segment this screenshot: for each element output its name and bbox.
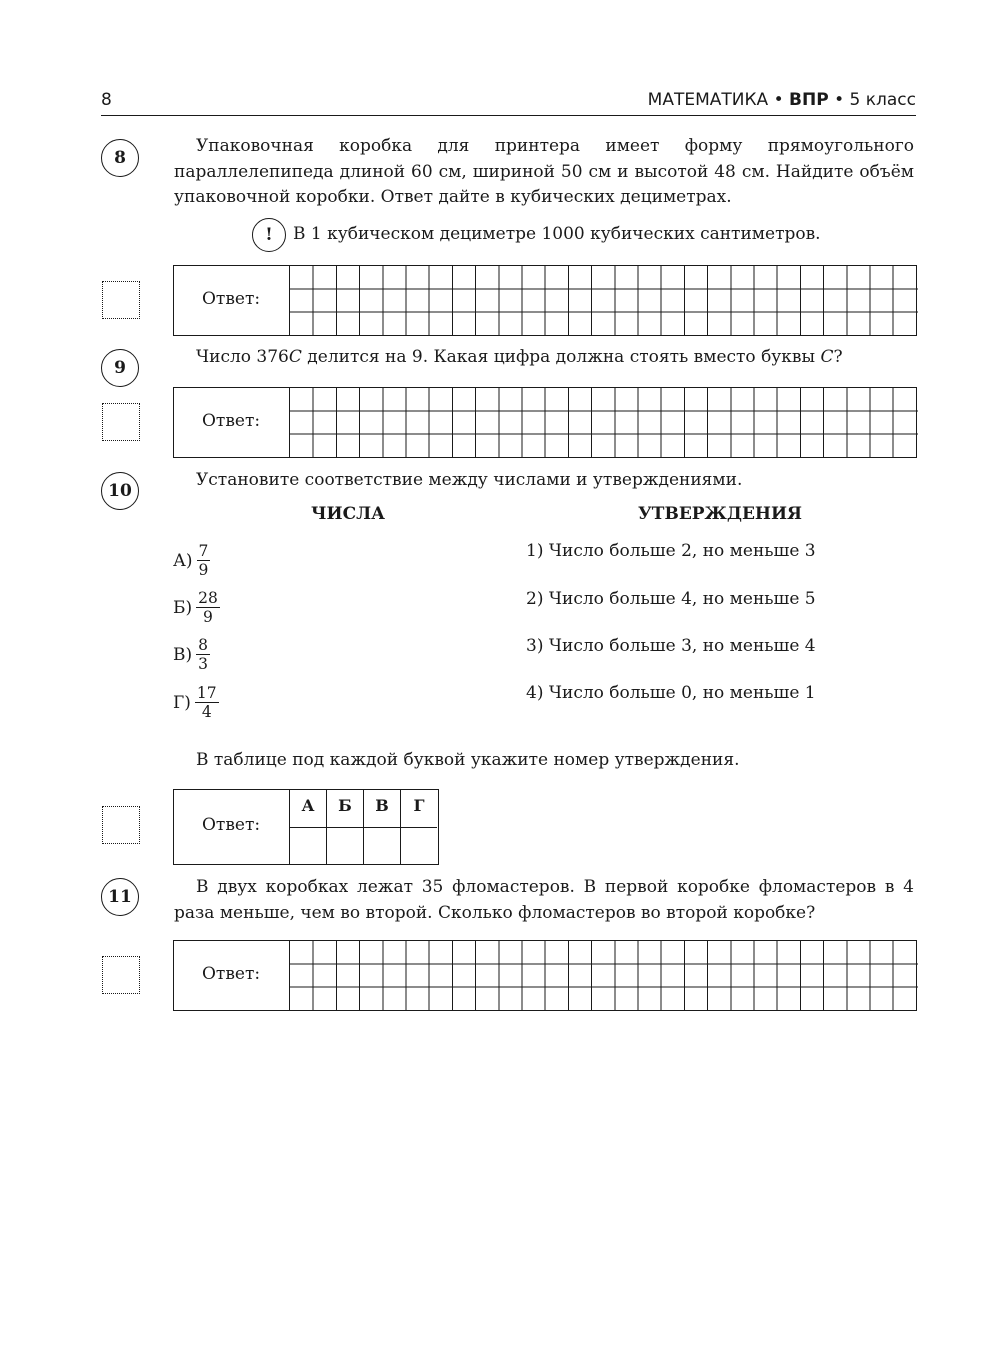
question-10-text bbox=[174, 468, 914, 494]
answer-table-10[interactable] bbox=[173, 789, 439, 865]
score-box-9 bbox=[102, 403, 140, 441]
numerator: 7 bbox=[198, 542, 209, 560]
header-exam: ВПР bbox=[789, 90, 829, 110]
question-number-9: 9 bbox=[101, 349, 139, 387]
numerator: 17 bbox=[196, 684, 217, 702]
statement-4: 4) Число больше 0, но меньше 1 bbox=[526, 683, 816, 703]
question-8-text bbox=[174, 134, 914, 211]
question-number-10: 10 bbox=[101, 472, 139, 510]
question-11-text bbox=[174, 875, 914, 926]
number-option-d bbox=[173, 684, 219, 721]
option-letter: Г) bbox=[173, 692, 191, 713]
denominator: 4 bbox=[201, 703, 212, 721]
denominator: 9 bbox=[203, 608, 213, 626]
q10-instruction: В таблице под каждой буквой укажите номер утверждения. bbox=[196, 750, 740, 770]
answer-cell-v[interactable] bbox=[363, 827, 400, 864]
number-option-a bbox=[173, 542, 210, 579]
question-number-8: 8 bbox=[101, 139, 139, 177]
answer-label: Ответ: bbox=[202, 964, 261, 984]
q11-text: В двух коробках лежат 35 фломастеров. В первой коробке фломастеров в 4 раза меньше, чем во второй. Сколько фломастеров во второй коробке? bbox=[174, 877, 914, 923]
score-box-8 bbox=[102, 281, 140, 319]
answer-grid-9[interactable] bbox=[289, 388, 918, 457]
table-letter-g: Г bbox=[400, 790, 437, 827]
answer-box-11[interactable] bbox=[173, 940, 917, 1011]
answer-grid-8[interactable] bbox=[289, 266, 918, 335]
answer-label: Ответ: bbox=[202, 411, 261, 431]
number-option-b bbox=[173, 589, 220, 626]
warning-icon: ! bbox=[252, 218, 286, 252]
statement-2: 2) Число больше 4, но меньше 5 bbox=[526, 589, 816, 609]
denominator: 3 bbox=[198, 655, 208, 673]
header-bullet-2: • bbox=[834, 90, 845, 110]
statement-1: 1) Число больше 2, но меньше 3 bbox=[526, 541, 816, 561]
answer-label: Ответ: bbox=[202, 289, 261, 309]
q10-text: Установите соответствие между числами и утверждениями. bbox=[196, 470, 743, 490]
q9-text-c: ? bbox=[833, 347, 843, 367]
q8-text: Упаковочная коробка для принтера имеет форму прямоугольного параллелепипеда длиной 60 см, шириной 50 см и высотой 48 см. Найдите объём упаковочной коробки. Ответ дайте в кубических дециметрах. bbox=[174, 136, 914, 207]
score-box-11 bbox=[102, 956, 140, 994]
header-rule bbox=[101, 115, 916, 116]
table-letter-b: Б bbox=[326, 790, 363, 827]
answer-box-9[interactable] bbox=[173, 387, 917, 458]
header-grade: 5 класс bbox=[849, 90, 916, 110]
option-letter: Б) bbox=[173, 597, 193, 618]
answer-label: Ответ: bbox=[202, 815, 261, 835]
q9-var-2: C bbox=[820, 347, 834, 367]
q9-var: C bbox=[288, 347, 302, 367]
running-header bbox=[648, 90, 916, 110]
table-letter-v: В bbox=[363, 790, 400, 827]
answer-cell-b[interactable] bbox=[326, 827, 363, 864]
fraction bbox=[195, 684, 219, 721]
header-bullet: • bbox=[773, 90, 784, 110]
fraction bbox=[197, 542, 211, 579]
statement-3: 3) Число больше 3, но меньше 4 bbox=[526, 636, 816, 656]
answer-cell-a[interactable] bbox=[289, 827, 326, 864]
header-subject: МАТЕМАТИКА bbox=[647, 90, 769, 110]
question-8-hint: В 1 кубическом дециметре 1000 кубических сантиметров. bbox=[293, 224, 821, 244]
column-header-statements: УТВЕРЖДЕНИЯ bbox=[638, 504, 803, 524]
column-header-numbers: ЧИСЛА bbox=[311, 504, 385, 524]
answer-box-8[interactable] bbox=[173, 265, 917, 336]
page-number: 8 bbox=[101, 90, 112, 110]
number-option-c bbox=[173, 636, 210, 673]
answer-grid-11[interactable] bbox=[289, 941, 918, 1010]
numerator: 28 bbox=[198, 589, 218, 607]
question-number-11: 11 bbox=[101, 878, 139, 916]
q9-text-b: делится на 9. Какая цифра должна стоять вместо буквы bbox=[301, 347, 821, 367]
q9-text-a: Число 376 bbox=[196, 347, 289, 367]
numerator: 8 bbox=[198, 636, 208, 654]
fraction bbox=[196, 589, 220, 626]
answer-cell-g[interactable] bbox=[400, 827, 437, 864]
denominator: 9 bbox=[198, 561, 209, 579]
table-letter-a: А bbox=[289, 790, 326, 827]
option-letter: А) bbox=[173, 550, 193, 571]
option-letter: В) bbox=[173, 644, 193, 665]
question-10-instruction bbox=[174, 748, 914, 774]
score-box-10 bbox=[102, 806, 140, 844]
fraction bbox=[196, 636, 210, 673]
question-9-text bbox=[174, 345, 914, 371]
